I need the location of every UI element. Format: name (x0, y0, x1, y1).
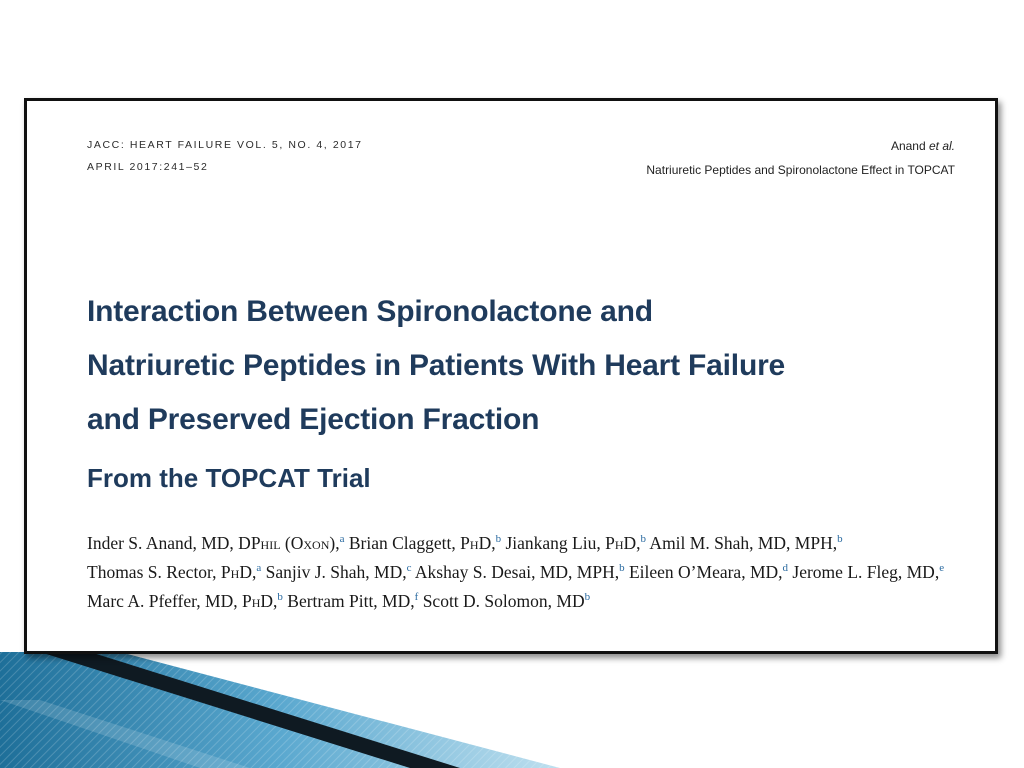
affiliation-marker: b (837, 533, 843, 545)
affiliation-marker: d (782, 562, 789, 574)
author-line (87, 587, 967, 616)
journal-volume: JACC: HEART FAILURE VOL. 5, NO. 4, 2017 (87, 139, 363, 151)
author-list (87, 529, 967, 616)
journal-info (87, 134, 363, 178)
affiliation-marker: b (495, 533, 502, 545)
title-line-1: Interaction Between Spironolactone and (87, 295, 653, 328)
affiliation-marker: b (277, 591, 283, 603)
author-entry: Jerome L. Fleg, MD,$^e$ (788, 562, 945, 582)
author-entry: Amil M. Shah, MD, MPH,$^b$ (646, 533, 843, 553)
author-entry: Scott D. Solomon, $MD^b$ (418, 591, 591, 611)
affiliation-marker: a (256, 562, 262, 574)
author-line (87, 558, 967, 587)
affiliation-marker: e (939, 562, 945, 574)
article-subtitle: From the TOPCAT Trial (87, 463, 371, 493)
title-line-3: and Preserved Ejection Fraction (87, 403, 540, 436)
affiliation-marker: b (619, 562, 625, 574)
running-head (646, 134, 955, 182)
affiliation-marker: f (414, 591, 419, 603)
affiliation-marker: b (640, 533, 647, 545)
title-line-2: Natriuretic Peptides in Patients With Heart Failure (87, 349, 786, 382)
affiliation-marker: b (584, 591, 591, 603)
author-line (87, 529, 967, 558)
journal-date-pages: APRIL 2017:241–52 (87, 161, 209, 173)
author-entry: Marc A. Pfeffer, MD, PhD,$^b$ (87, 591, 283, 611)
author-entry: Brian Claggett, PhD,$^b$ (344, 533, 502, 553)
author-entry: Sanjiv J. Shah, MD,$^c$ (261, 562, 412, 582)
author-entry: Jiankang Liu, PhD,$^b$ (501, 533, 647, 553)
running-head-authors: Anand et al. (890, 139, 955, 153)
affiliation-marker: c (406, 562, 412, 574)
running-head-title: Natriuretic Peptides and Spironolactone Effect in TOPCAT (646, 163, 955, 177)
author-entry: Inder S. Anand, MD, DPhil (Oxon),$^a$ (87, 533, 345, 553)
article-title (87, 285, 887, 447)
author-entry: Eileen O’Meara, MD,$^d$ (624, 562, 789, 582)
author-entry: Akshay S. Desai, MD, MPH,$^b$ (411, 562, 625, 582)
paper-clipping (24, 98, 998, 654)
author-entry: Bertram Pitt, MD,$^f$ (282, 591, 419, 611)
author-entry: Thomas S. Rector, PhD,$^a$ (87, 562, 262, 582)
affiliation-marker: a (339, 533, 345, 545)
